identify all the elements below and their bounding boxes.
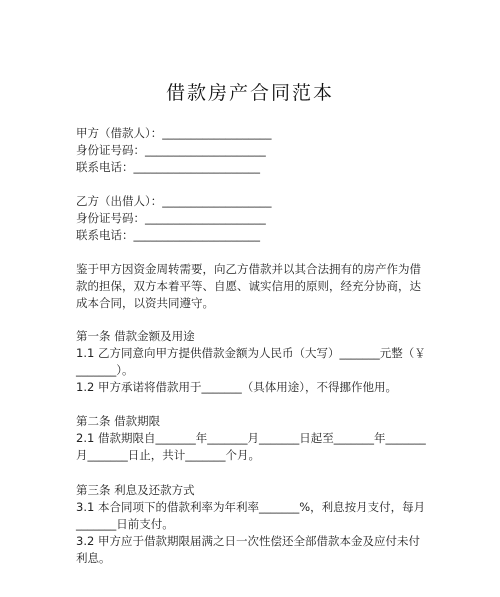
party-a-phone-row (76, 160, 436, 175)
preamble-line: 款的担保，双方本着平等、自愿、诚实信用的原则，经充分协商，达 (76, 279, 421, 293)
party-b-phone-blank: ______________________ (133, 228, 260, 242)
article-line: _______）。 (76, 363, 134, 377)
party-b-phone-label: 联系电话： (76, 228, 134, 242)
party-a-name-label: 甲方（借款人）： (76, 126, 163, 140)
party-a-id-label: 身份证号码： (76, 143, 145, 157)
party-b-id-row (76, 211, 436, 226)
preamble-line: 成本合同，以资共同遵守。 (76, 296, 214, 310)
article-line: 月_______日止，共计_______个月。 (76, 448, 260, 462)
article-heading: 第二条 借款期限 (76, 414, 161, 428)
party-b-name-blank: ___________________ (162, 194, 272, 208)
article-line: 3.2 甲方应于借款期限届满之日一次性偿还全部借款本金及应付未付 (76, 534, 420, 548)
article-line: 利息。 (76, 551, 111, 565)
article-line: _______日前支付。 (76, 517, 174, 531)
document-title: 借款房产合同范本 (165, 82, 334, 104)
article-line: 3.1 本合同项下的借款利率为年利率_______%，利息按月支付，每月 (76, 500, 426, 514)
party-b-name-row (76, 194, 436, 209)
party-b-id-label: 身份证号码： (76, 211, 145, 225)
party-a-phone-label: 联系电话： (76, 160, 134, 174)
article-line: 2.1 借款期限自_______年_______月_______日起至_______年_______ (76, 431, 426, 445)
party-b-phone-row (76, 228, 436, 243)
preamble-line: 鉴于甲方因资金周转需要，向乙方借款并以其合法拥有的房产作为借 (76, 262, 421, 276)
party-a-name-blank: ___________________ (162, 126, 272, 140)
party-a-phone-blank: ______________________ (133, 160, 260, 174)
party-a-id-row (76, 143, 436, 158)
article-heading: 第一条 借款金额及用途 (76, 329, 195, 343)
article-line: 1.1 乙方同意向甲方提供借款金额为人民币（大写）_______元整（￥ (76, 346, 426, 360)
article-line: 1.2 甲方承诺将借款用于_______（具体用途），不得挪作他用。 (76, 380, 397, 394)
article-heading: 第三条 利息及还款方式 (76, 483, 195, 497)
party-a-id-blank: _____________________ (145, 143, 266, 157)
party-a-name-row (76, 126, 436, 141)
party-b-id-blank: _____________________ (145, 211, 266, 225)
party-b-name-label: 乙方（出借人）： (76, 194, 163, 208)
